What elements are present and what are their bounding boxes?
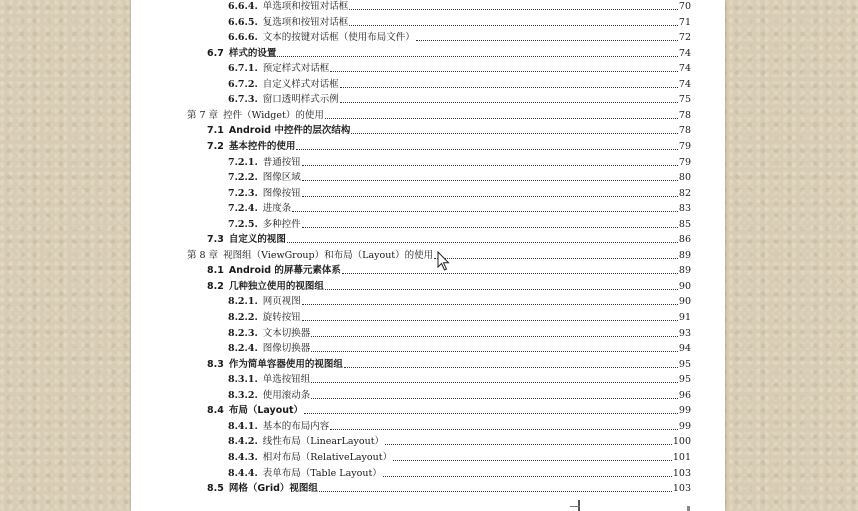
toc-page-number: 78 (678, 109, 691, 121)
toc-dot-leader (311, 336, 678, 337)
toc-entry[interactable] (228, 449, 691, 464)
toc-entry-number: 7.2.2. (228, 172, 258, 184)
toc-page-number: 89 (678, 265, 691, 277)
toc-entry-title: 普通按钮 (262, 156, 301, 168)
toc-page-number: 99 (678, 420, 691, 432)
page-edge-mark (687, 506, 690, 511)
toc-entry-number: 6.7.3. (228, 94, 258, 106)
toc-entry-number: 8.3.2. (228, 389, 258, 401)
toc-entry-number: 6.6.6. (228, 32, 258, 44)
toc-entry-title: Android 中控件的层次结构 (228, 125, 351, 137)
toc-dot-leader (344, 367, 678, 368)
toc-page-number: 74 (678, 63, 691, 75)
toc-dot-leader (302, 165, 678, 166)
toc-entry[interactable] (228, 154, 691, 169)
toc-page-number: 74 (678, 47, 691, 59)
toc-entry-number: 8.5 (207, 483, 224, 495)
toc-entry[interactable] (228, 0, 691, 13)
toc-entry[interactable] (228, 325, 691, 340)
toc-dot-leader (302, 180, 678, 181)
toc-entry-title: 使用滚动条 (262, 389, 311, 401)
mouse-cursor-icon (437, 251, 451, 271)
toc-dot-leader (302, 304, 678, 305)
toc-dot-leader (296, 149, 678, 150)
toc-dot-leader (325, 289, 678, 290)
toc-entry-number: 8.2 (207, 280, 224, 292)
toc-entry-title: 窗口透明样式示例 (262, 94, 339, 106)
document-page (131, 0, 725, 511)
toc-page-number: 75 (678, 94, 691, 106)
toc-entry-title: 预定样式对话框 (262, 63, 330, 75)
toc-entry[interactable] (207, 138, 691, 153)
toc-entry-number: 8.3 (207, 358, 224, 370)
toc-dot-leader (330, 71, 678, 72)
toc-entry[interactable] (207, 402, 691, 417)
toc-entry-title: 视图组（ViewGroup）和布局（Layout）的使用 (223, 249, 434, 261)
toc-dot-leader (304, 413, 678, 414)
toc-dot-leader (342, 273, 678, 274)
toc-entry-number: 7.3 (207, 234, 224, 246)
toc-entry[interactable] (228, 216, 691, 231)
toc-dot-leader (319, 491, 672, 492)
toc-entry-title: 几种独立使用的视图组 (228, 280, 324, 292)
toc-entry-title: 复选项和按钮对话框 (262, 16, 349, 28)
toc-entry-title: 控件（Widget）的使用 (223, 109, 324, 121)
toc-page-number: 70 (678, 1, 691, 12)
toc-entry-title: 作为简单容器使用的视图组 (228, 358, 343, 370)
toc-entry[interactable] (228, 371, 691, 386)
toc-dot-leader (311, 398, 678, 399)
toc-entry-number: 6.7.2. (228, 78, 258, 90)
toc-dot-leader (330, 429, 678, 430)
toc-entry-title: 自定义样式对话框 (262, 78, 339, 90)
toc-entry[interactable] (187, 107, 691, 122)
toc-page-number: 83 (678, 203, 691, 215)
toc-dot-leader (292, 211, 678, 212)
toc-entry-number: 6.6.5. (228, 16, 258, 28)
toc-entry-title: 相对布局（RelativeLayout） (262, 451, 393, 463)
toc-entry[interactable] (207, 231, 691, 246)
toc-page-number: 100 (672, 436, 691, 448)
toc-dot-leader (325, 118, 678, 119)
toc-page-number: 94 (678, 343, 691, 355)
toc-entry[interactable] (228, 309, 691, 324)
toc-entry-title: Android 的屏幕元素体系 (228, 265, 341, 277)
toc-entry-title: 文本的按键对话框（使用布局文件） (262, 32, 415, 44)
toc-entry-number: 8.4 (207, 405, 224, 417)
toc-entry-number: 8.2.3. (228, 327, 258, 339)
toc-entry[interactable] (207, 356, 691, 371)
toc-entry-number: 7.2.3. (228, 187, 258, 199)
toc-entry-title: 文本切换器 (262, 327, 311, 339)
toc-page-number: 72 (678, 32, 691, 44)
toc-entry-number: 6.7.1. (228, 63, 258, 75)
toc-entry[interactable] (228, 185, 691, 200)
toc-entry-title: 图像区域 (262, 172, 301, 184)
toc-page-number: 96 (678, 389, 691, 401)
page-edge-mark (570, 506, 580, 507)
toc-entry-number: 8.3.1. (228, 374, 258, 386)
toc-entry[interactable] (207, 480, 691, 495)
toc-page-number: 95 (678, 374, 691, 386)
toc-entry-title: 网格（Grid）视图组 (228, 483, 318, 495)
toc-dot-leader (349, 25, 678, 26)
toc-entry-title: 旋转按钮 (262, 312, 301, 323)
toc-entry-title: 进度条 (262, 203, 292, 215)
toc-page-number: 101 (672, 451, 691, 463)
toc-dot-leader (340, 102, 678, 103)
toc-dot-leader (311, 351, 678, 352)
toc-entry-title: 线性布局（LinearLayout） (262, 436, 385, 448)
toc-entry[interactable] (228, 418, 691, 433)
toc-entry-number: 8.4.3. (228, 451, 258, 463)
toc-page-number: 91 (678, 312, 691, 323)
toc-page-number: 85 (678, 218, 691, 230)
toc-entry[interactable] (207, 122, 691, 137)
toc-entry-number: 第 8 章 (187, 249, 219, 261)
toc-dot-leader (302, 227, 678, 228)
toc-entry-number: 8.2.4. (228, 343, 258, 355)
toc-page-number: 78 (678, 125, 691, 137)
toc-entry[interactable] (228, 465, 691, 480)
toc-entry[interactable] (228, 91, 691, 106)
toc-entry[interactable] (207, 45, 691, 60)
toc-dot-leader (287, 242, 678, 243)
toc-entry-title: 多种控件 (262, 218, 301, 230)
toc-page-number: 79 (678, 140, 691, 152)
toc-dot-leader (340, 87, 678, 88)
toc-entry[interactable] (228, 76, 691, 91)
toc-entry-number: 7.2.5. (228, 218, 258, 230)
toc-entry-number: 8.2.2. (228, 312, 258, 323)
toc-page-number: 90 (678, 296, 691, 308)
toc-entry-title: 单选按钮组 (262, 374, 311, 386)
toc-page-number: 99 (678, 405, 691, 417)
toc-entry-number: 7.2.1. (228, 156, 258, 168)
toc-page-number: 79 (678, 156, 691, 168)
toc-dot-leader (277, 56, 678, 57)
toc-entry[interactable] (228, 60, 691, 75)
toc-dot-leader (351, 133, 678, 134)
toc-page-number: 103 (672, 467, 691, 479)
toc-entry-number: 6.7 (207, 47, 224, 59)
toc-page-number: 74 (678, 78, 691, 90)
toc-entry-number: 7.2.4. (228, 203, 258, 215)
toc-entry-number: 8.1 (207, 265, 224, 277)
toc-dot-leader (302, 320, 678, 321)
toc-entry-title: 自定义的视图 (228, 234, 286, 246)
toc-entry[interactable] (228, 293, 691, 308)
toc-dot-leader (416, 40, 678, 41)
toc-entry-number: 8.4.2. (228, 436, 258, 448)
toc-page-number: 82 (678, 187, 691, 199)
toc-entry-number: 8.4.1. (228, 420, 258, 432)
toc-entry-title: 样式的设置 (228, 47, 277, 59)
toc-entry[interactable] (228, 387, 691, 402)
toc-entry-number: 第 7 章 (187, 109, 219, 121)
toc-dot-leader (385, 444, 672, 445)
toc-entry-title: 基本的布局内容 (262, 420, 330, 432)
toc-dot-leader (311, 382, 678, 383)
toc-entry[interactable] (228, 169, 691, 184)
toc-entry-title: 单选项和按钮对话框 (262, 1, 349, 12)
toc-dot-leader (383, 476, 672, 477)
toc-page-number: 93 (678, 327, 691, 339)
toc-entry-title: 布局（Layout） (228, 405, 304, 417)
toc-entry-title: 表单布局（Table Layout） (262, 467, 382, 479)
toc-entry-title: 基本控件的使用 (228, 140, 296, 152)
toc-dot-leader (434, 258, 678, 259)
toc-entry-title: 图像切换器 (262, 343, 311, 355)
toc-page-number: 71 (678, 16, 691, 28)
toc-entry-number: 8.2.1. (228, 296, 258, 308)
toc-entry[interactable] (228, 14, 691, 29)
toc-entry[interactable] (228, 340, 691, 355)
toc-dot-leader (393, 460, 672, 461)
toc-dot-leader (302, 196, 678, 197)
toc-entry-title: 图像按钮 (262, 187, 301, 199)
toc-page-number: 103 (672, 483, 691, 495)
toc-dot-leader (349, 9, 678, 10)
toc-entry[interactable] (228, 200, 691, 215)
toc-page-number: 89 (678, 249, 691, 261)
toc-page-number: 95 (678, 358, 691, 370)
toc-entry-title: 网页视图 (262, 296, 301, 308)
toc-page-number: 86 (678, 234, 691, 246)
toc-entry-number: 7.2 (207, 140, 224, 152)
toc-page-number: 80 (678, 172, 691, 184)
toc-entry[interactable] (207, 278, 691, 293)
toc-entry[interactable] (228, 29, 691, 44)
toc-entry-number: 7.1 (207, 125, 224, 137)
toc-page-number: 90 (678, 280, 691, 292)
toc-entry-number: 6.6.4. (228, 1, 258, 12)
toc-entry-number: 8.4.4. (228, 467, 258, 479)
toc-entry[interactable] (228, 433, 691, 448)
